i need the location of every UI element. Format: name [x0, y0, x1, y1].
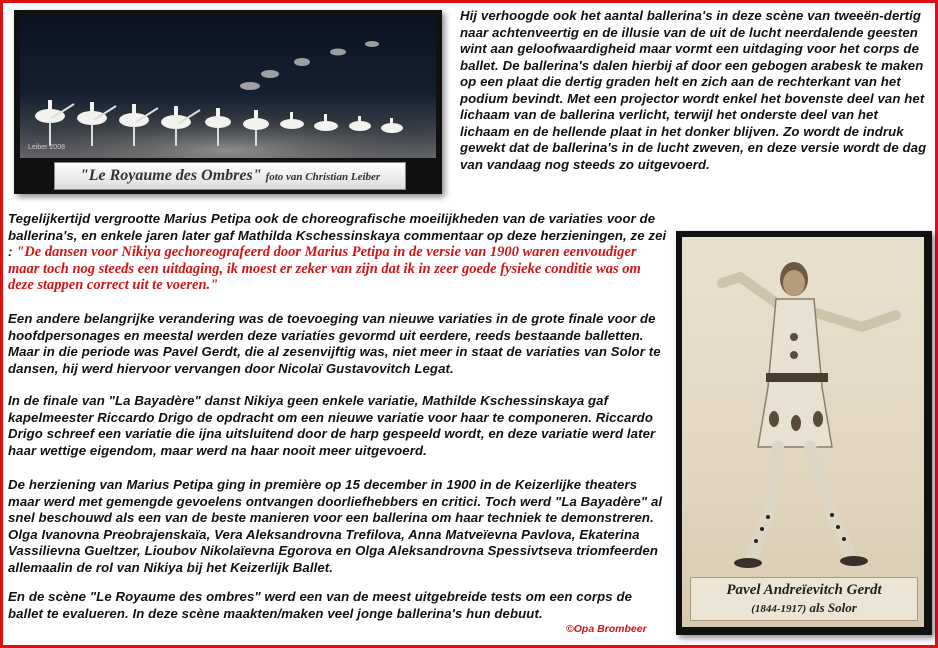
kschessinskaya-quote: "De dansen voor Nikiya gechoreografeerd door Marius Petipa in de versie van 1900 waren eenvoudiger maar toch nog steeds een uitdaging, ik moest er zeker van zijn dat ik in zeer goede fysieke conditie was om deze stappen correct uit te voeren."	[8, 244, 641, 293]
paragraph-5: En de scène "Le Royaume des ombres" werd een van de meest uitgebreide tests om een corps de ballet te evalueren. In deze scène maakten/maken veel jonge ballerina's hun debuut.	[8, 589, 633, 621]
portrait-caption	[690, 577, 918, 621]
ballet-stage-image	[20, 16, 436, 158]
portrait-image	[682, 237, 924, 627]
signature: ©Opa Brombeer	[566, 623, 647, 635]
photo-stamp: Leiber 2008	[28, 144, 65, 151]
portrait-name: Pavel Andreïevitch Gerdt	[726, 582, 882, 598]
portrait-subline	[691, 600, 917, 617]
solor-figure-illustration	[682, 237, 924, 577]
paragraph-3: In de finale van "La Bayadère" danst Nikiya geen enkele variatie, Mathilde Kschessinskaya gaf kapelmeester Riccardo Drigo de opdracht om een nieuwe variatie voor haar te componeren. Riccardo Drigo schreef een variatie die ijna uitsluitend door de harp gespeeld wordt, en deze variatie werd later haar wettige eigendom, maar werd na haar nooit meer uitgevoerd.	[8, 393, 656, 458]
paragraph-2: Een andere belangrijke verandering was de toevoeging van nieuwe variaties in de grote finale voor de hoofdpersonages en meestal werden deze variaties gevormd uit eerdere, reeds bestaande balletten. Maar in die periode was Pavel Gerdt, die al zesenvijftig was, niet meer in staat de variaties van Solor te dansen, hij werd hiervoor vervangen door Nicolaï Gustavovitch Legat.	[8, 311, 661, 376]
photo-caption	[54, 162, 406, 190]
paragraph-1	[8, 211, 668, 294]
portrait-role: als Solor	[809, 600, 857, 615]
dancers-illustration	[20, 16, 436, 158]
ballet-photo	[14, 10, 442, 194]
portrait-photo	[676, 231, 932, 635]
photo-caption-credit: foto van Christian Leiber	[265, 171, 381, 183]
paragraph-4: De herziening van Marius Petipa ging in première op 15 december in 1900 in de Keizerlijke theaters maar werd met gemengde gevoelens ontvangen doorliefhebbers en critici. Toch werd "La Bayadère" al snel beschouwd als een van de beste manieren voor een ballerina om haar techniek te demonstreren. Olga Ivanovna Preobrajenskaïa, Vera Aleksandrovna Trefilova, Anna Matveïevna Pavlova, Ekaterina Vassilievna Gueltzer, Lioubov Nikolaïevna Egorova en Olga Aleksandrovna Spessivtseva triomfeerden allemaalin de rol van Nikiya bij het Keizerlijk Ballet.	[8, 477, 663, 575]
photo-caption-title: "Le Royaume des Ombres"	[79, 167, 262, 184]
portrait-years: (1844-1917)	[751, 603, 807, 615]
paragraph-1-text: Tegelijkertijd vergrootte Marius Petipa ook de choreografische moeilijkheden van de variaties voor de ballerina's, en enkele jaren later gaf Mathilda Kschessinskaya commentaar op deze herzieningen, ze zei :	[8, 211, 667, 259]
paragraph-top: Hij verhoogde ook het aantal ballerina's in deze scène van tweeën-dertig naar achtenveertig en de illusie van de uit de lucht neerdalende geesten wint aan geloofwaardigheid maar vormt een uitdaging voor het corps de ballet. De ballerina's dalen hierbij af door een gebogen arabesk te maken op een plaat die dertig graden helt en zich aan de rechterkant van het podium bevindt. Met een projector wordt enkel het bovenste deel van het lichaam van de ballerina verlicht, terwijl het onderste deel van het lichaam en de hellende plaat in het donker blijven. Zo wordt de indruk gewekt dat de ballerina's in de lucht zweven, en deze versie wordt de dag van vandaag nog steeds zo uitgevoerd.	[460, 8, 927, 172]
